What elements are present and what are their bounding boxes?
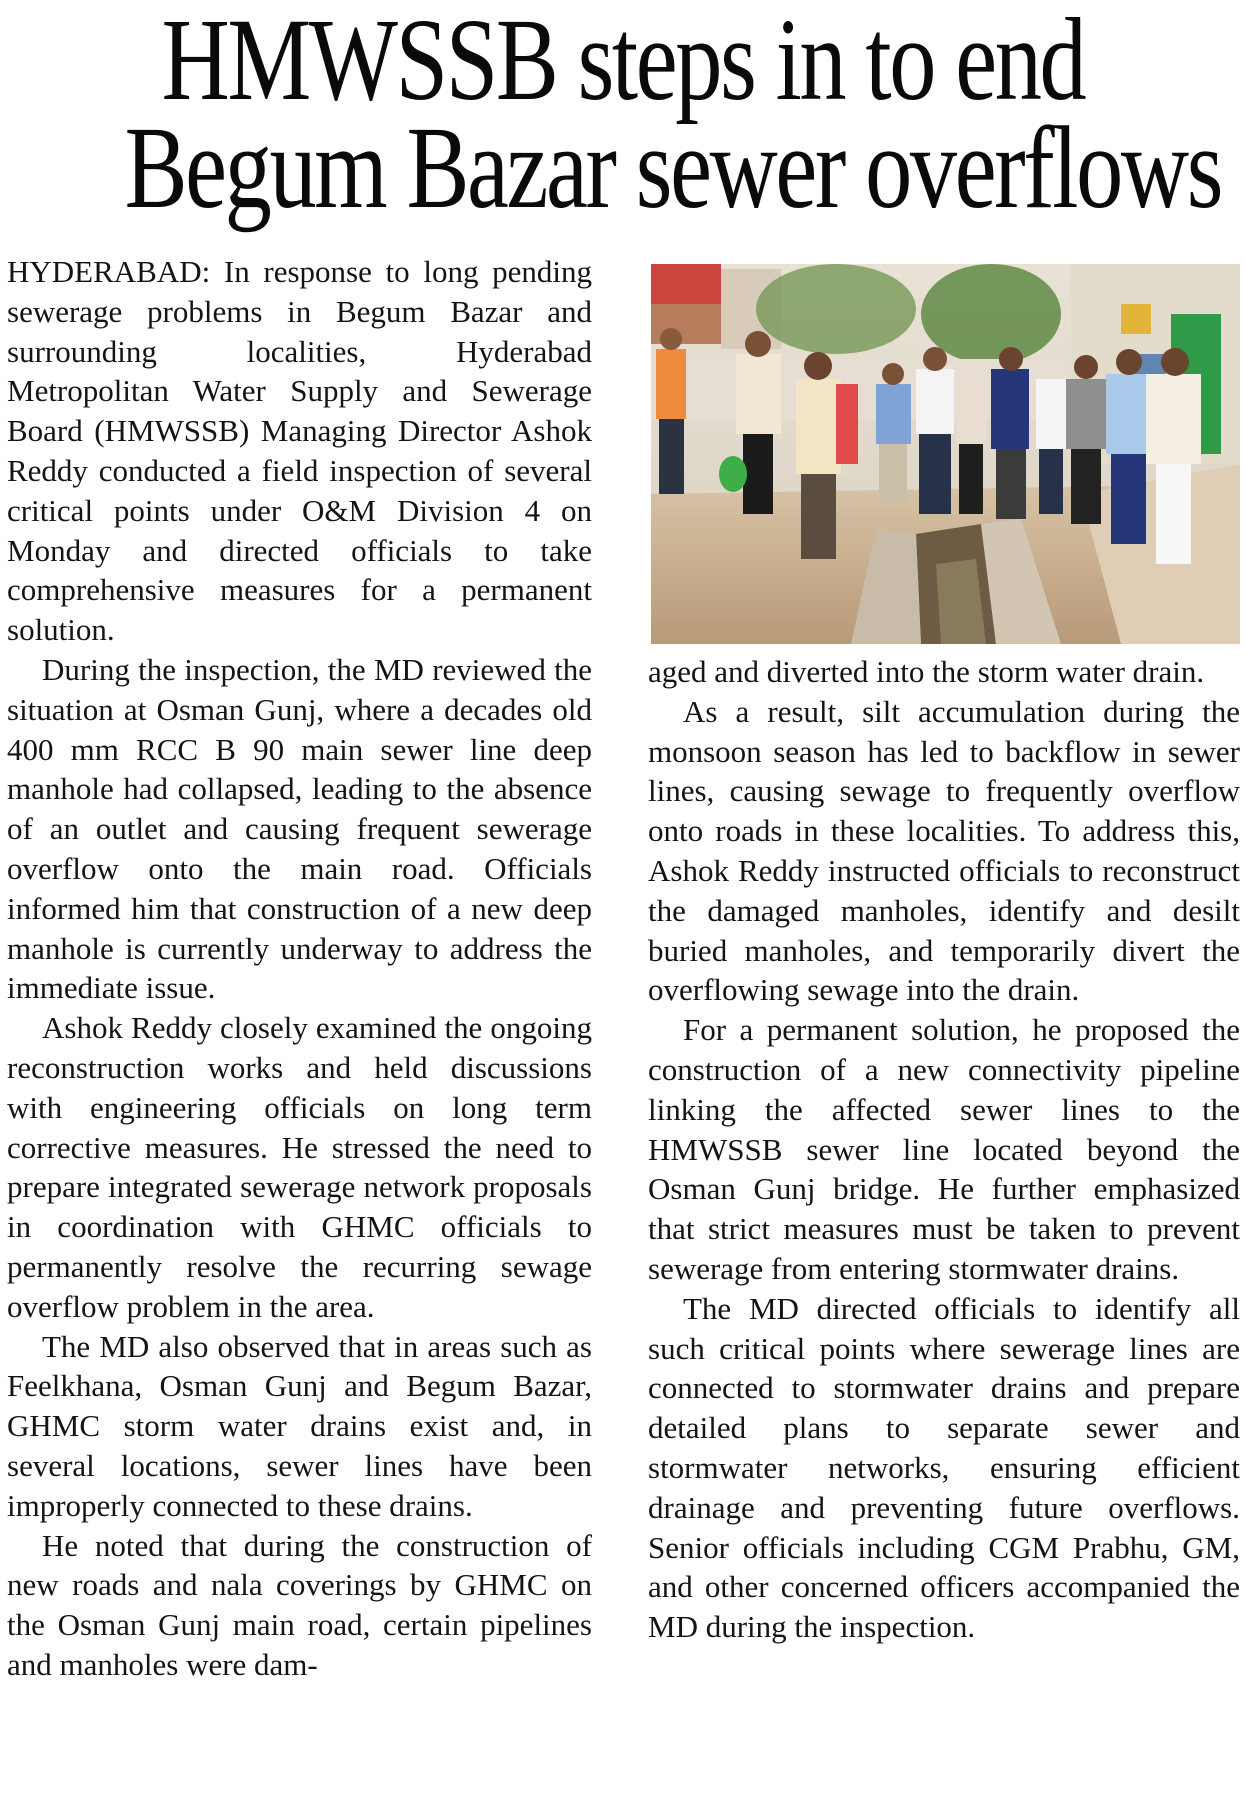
article-column-left [7,252,592,1685]
paragraph-2: During the inspection, the MD reviewed the situation at Osman Gunj, where a decades old 400 mm RCC B 90 main sewer line deep manhole had collapsed, leading to the absence of an outlet and causing frequent sewerage overflow onto the main road. Officials informed him that construction of a new deep manhole is currently underway to address the immediate issue. [7,651,592,1006]
inspection-photo-illustration [651,264,1240,644]
paragraph-8: For a permanent solution, he proposed the construction of a new connectivity pipeline linking the affected sewer lines to the HMWSSB sewer line located beyond the Osman Gunj bridge. He further emphasized that strict measures must be taken to prevent sewerage from entering stormwater drains. [648,1012,1240,1286]
paragraph-7: As a result, silt accumulation during the monsoon season has led to backflow in sewer lines, causing sewage to frequently overflow onto roads in these localities. To address this, Ashok Reddy instructed officials to reconstruct the damaged manholes, identify and desilt buried manholes, and temporarily divert the overflowing sewage into the drain. [648,693,1240,1008]
paragraph-4: The MD also observed that in areas such as Feelkhana, Osman Gunj and Begum Bazar, GHMC storm water drains exist and, in several locations, sewer lines have been improperly connected to these drains. [7,1328,592,1523]
paragraph-5: He noted that during the construction of new roads and nala coverings by GHMC on the Osman Gunj main road, certain pipelines and manholes were dam- [7,1527,592,1682]
paragraph-3: Ashok Reddy closely examined the ongoing reconstruction works and held discussions with engineering officials on long term corrective measures. He stressed the need to prepare integrated sewerage network proposals in coordination with GHMC officials to permanently resolve the recurring sewage overflow problem in the area. [7,1010,592,1324]
headline-line-1: HMWSSB steps in to end [161,0,1085,125]
article-headline [0,0,1246,240]
article-photo [651,264,1240,644]
article-column-right [648,652,1240,1647]
paragraph-6: aged and diverted into the storm water drain. [648,654,1205,689]
paragraph-1: HYDERABAD: In response to long pending sewerage problems in Begum Bazar and surrounding localities, Hyderabad Metropolitan Water Supply and Sewerage Board (HMWSSB) Managing Director Ashok Reddy conducted a field inspection of several critical points under O&M Division 4 on Monday and directed officials to take comprehensive measures for a permanent solution. [7,254,592,648]
headline-line-2: Begum Bazar sewer overflows [124,102,1222,233]
paragraph-9: The MD directed officials to identify all such critical points where sewerage lines are connected to stormwater drains and prepare detailed plans to separate sewer and stormwater networks, ensuring efficient drainage and preventing future overflows. Senior officials including CGM Prabhu, GM, and other concerned officers accompanied the MD during the inspection. [648,1290,1240,1645]
